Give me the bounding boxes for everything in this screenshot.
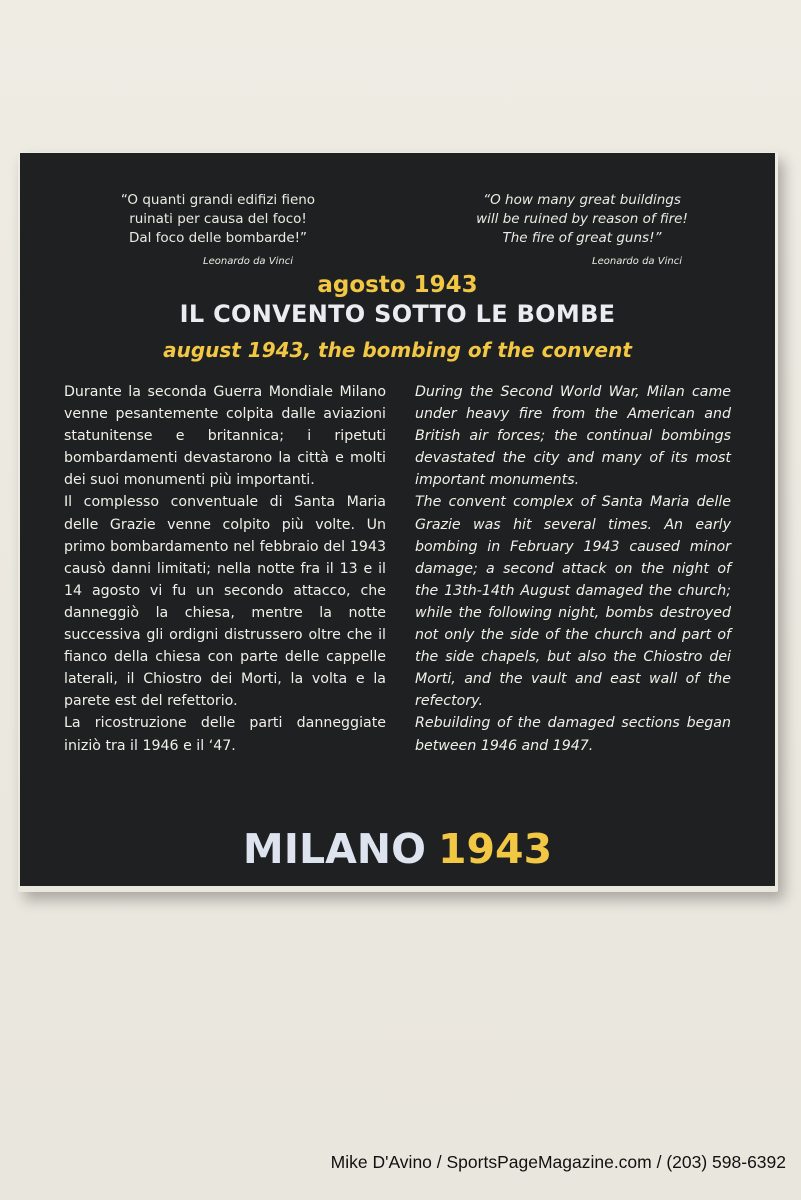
quote-italian-line: ruinati per causa del foco! bbox=[129, 211, 307, 227]
quote-italian-author: Leonardo da Vinci bbox=[203, 256, 293, 267]
exhibit-panel bbox=[20, 153, 775, 886]
body-paragraph: Rebuilding of the damaged sections began between 1946 and 1947. bbox=[415, 715, 731, 754]
title-english: august 1943, the bombing of the convent bbox=[163, 338, 632, 362]
body-paragraph: During the Second World War, Milan came under heavy fire from the American and British air forces; the continual bombings devastated the city and many of its most important monuments. bbox=[415, 384, 731, 489]
body-paragraph: The convent complex of Santa Maria delle Grazie was hit several times. An early bombing in February 1943 caused minor damage; a second attack on the night of the 13th-14th August damaged the church; while the following night, bombs destroyed not only the side of the church and part of the side chapels, but also the Chiostro dei Morti, and the vault and east wall of the refectory. bbox=[415, 494, 731, 710]
footer-city: MILANO bbox=[242, 825, 426, 873]
quote-italian-line: Dal foco delle bombarde!” bbox=[128, 230, 308, 246]
footer-title bbox=[20, 825, 775, 873]
body-paragraph: La ricostruzione delle parti danneggiate iniziò tra il 1946 e il ‘47. bbox=[64, 715, 386, 754]
footer-year: 1943 bbox=[437, 825, 553, 873]
quote-italian bbox=[68, 191, 368, 271]
quote-english-line: will be ruined by reason of fire! bbox=[476, 211, 688, 227]
quote-english-line: The fire of great guns!” bbox=[502, 230, 662, 246]
body-text-italian bbox=[64, 381, 386, 757]
quote-english bbox=[432, 191, 732, 271]
body-paragraph: Durante la seconda Guerra Mondiale Milano venne pesantemente colpita dalle aviazioni statunitense e britannica; i ripetuti bombardamenti devastarono la città e molti dei suoi monumenti più importanti. bbox=[64, 384, 386, 489]
body-text-english bbox=[415, 381, 731, 757]
title-italian: IL CONVENTO SOTTO LE BOMBE bbox=[179, 300, 616, 328]
body-paragraph: Il complesso conventuale di Santa Maria delle Grazie venne colpito più volte. Un primo bombardamento nel febbraio del 1943 causò danni limitati; nella notte fra il 13 e il 14 agosto vi fu un secondo attacco, che danneggiò la chiesa, mentre la notte successiva gli ordigni distrussero oltre che il fianco della chiesa con parte delle cappelle laterali, il Chiostro dei Morti, la volta e la parete est del refettorio. bbox=[64, 494, 386, 710]
date-heading-italian: agosto 1943 bbox=[317, 272, 478, 298]
quote-english-author: Leonardo da Vinci bbox=[592, 256, 682, 267]
photo-credit: Mike D'Avino / SportsPageMagazine.com / (203) 598-6392 bbox=[330, 1152, 786, 1172]
quote-italian-line: “O quanti grandi edifizi fieno bbox=[120, 192, 316, 208]
quote-english-line: “O how many great buildings bbox=[483, 192, 681, 208]
